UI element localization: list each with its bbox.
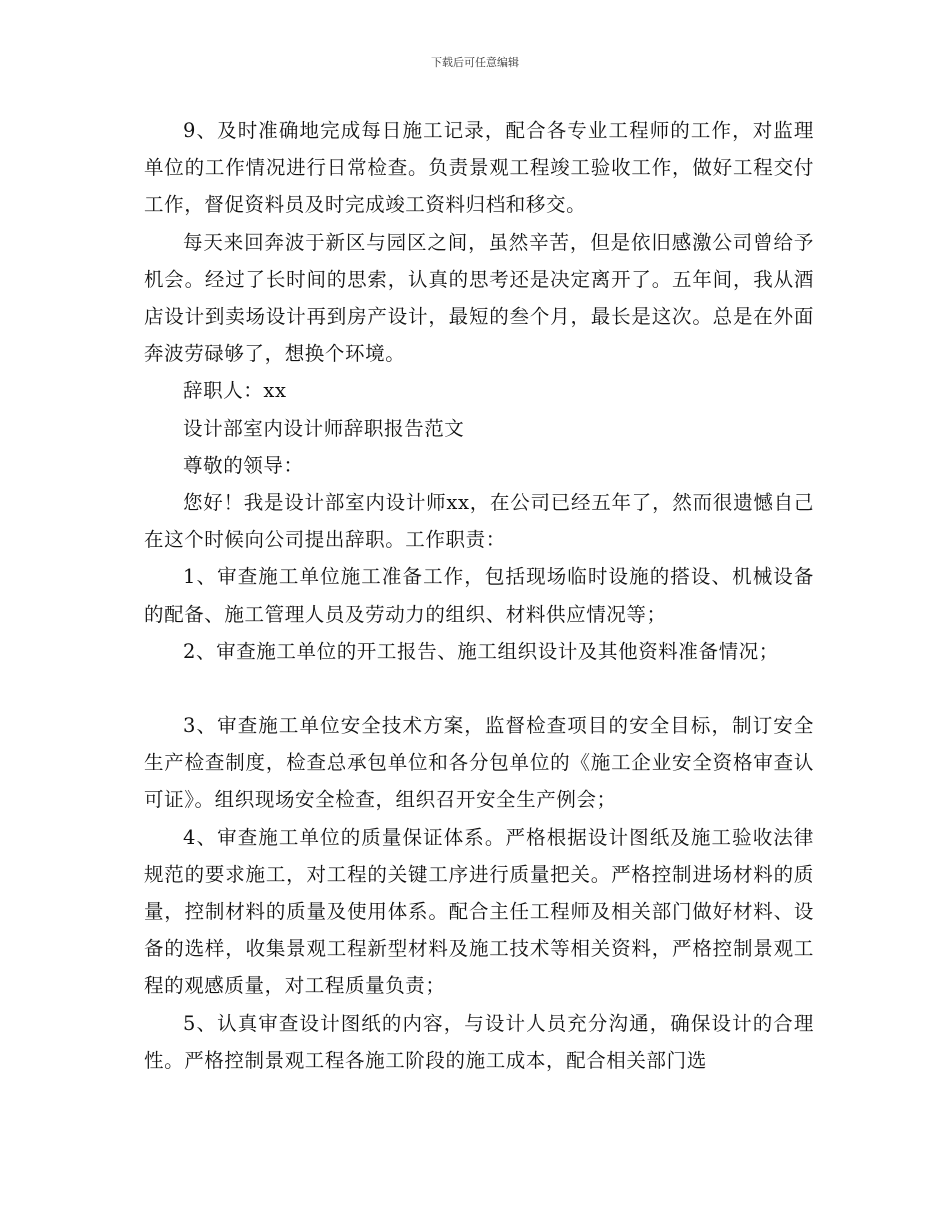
document-body xyxy=(144,112,814,1079)
paragraph-duty-2: 2、审查施工单位的开工报告、施工组织设计及其他资料准备情况； xyxy=(183,639,779,663)
paragraph-duty-1: 1、审查施工单位施工准备工作，包括现场临时设施的搭设、机械设备的配备、施工管理人员及劳动力的组织、材料供应情况等； xyxy=(144,565,814,626)
paragraph-signature: 辞职人：xx xyxy=(183,379,287,403)
paragraph-duty-4: 4、审查施工单位的质量保证体系。严格根据设计图纸及施工验收法律规范的要求施工，对工程的关键工序进行质量把关。严格控制进场材料的质量，控制材料的质量及使用体系。配合主任工程师及相关部门做好材料、设备的选样，收集景观工程新型材料及施工技术等相关资料，严格控制景观工程的观感质量，对工程质量负责； xyxy=(144,825,814,998)
paragraph-section-title: 设计部室内设计师辞职报告范文 xyxy=(183,416,465,440)
paragraph-resignation-reason: 每天来回奔波于新区与园区之间，虽然辛苦，但是依旧感激公司曾给予机会。经过了长时间的思索，认真的思考还是决定离开了。五年间，我从酒店设计到卖场设计再到房产设计，最短的叁个月，最长是这次。总是在外面奔波劳碌够了，想换个环境。 xyxy=(144,230,814,366)
paragraph-item-9: 9、及时准确地完成每日施工记录，配合各专业工程师的工作，对监理单位的工作情况进行日常检查。负责景观工程竣工验收工作，做好工程交付工作，督促资料员及时完成竣工资料归档和移交。 xyxy=(144,119,814,217)
page-header: 下载后可任意编辑 xyxy=(431,56,519,69)
paragraph-duty-3: 3、审查施工单位安全技术方案，监督检查项目的安全目标，制订安全生产检查制度，检查总承包单位和各分包单位的《施工企业安全资格审查认可证》。组织现场安全检查，组织召开安全生产例会； xyxy=(144,714,814,812)
paragraph-salutation: 尊敬的领导： xyxy=(183,453,304,477)
paragraph-gap xyxy=(144,670,814,707)
paragraph-duty-5: 5、认真审查设计图纸的内容，与设计人员充分沟通，确保设计的合理性。严格控制景观工程各施工阶段的施工成本，配合相关部门选 xyxy=(144,1011,814,1072)
paragraph-greeting: 您好！我是设计部室内设计师xx，在公司已经五年了，然而很遗憾自己在这个时候向公司提出辞职。工作职责： xyxy=(144,491,814,552)
